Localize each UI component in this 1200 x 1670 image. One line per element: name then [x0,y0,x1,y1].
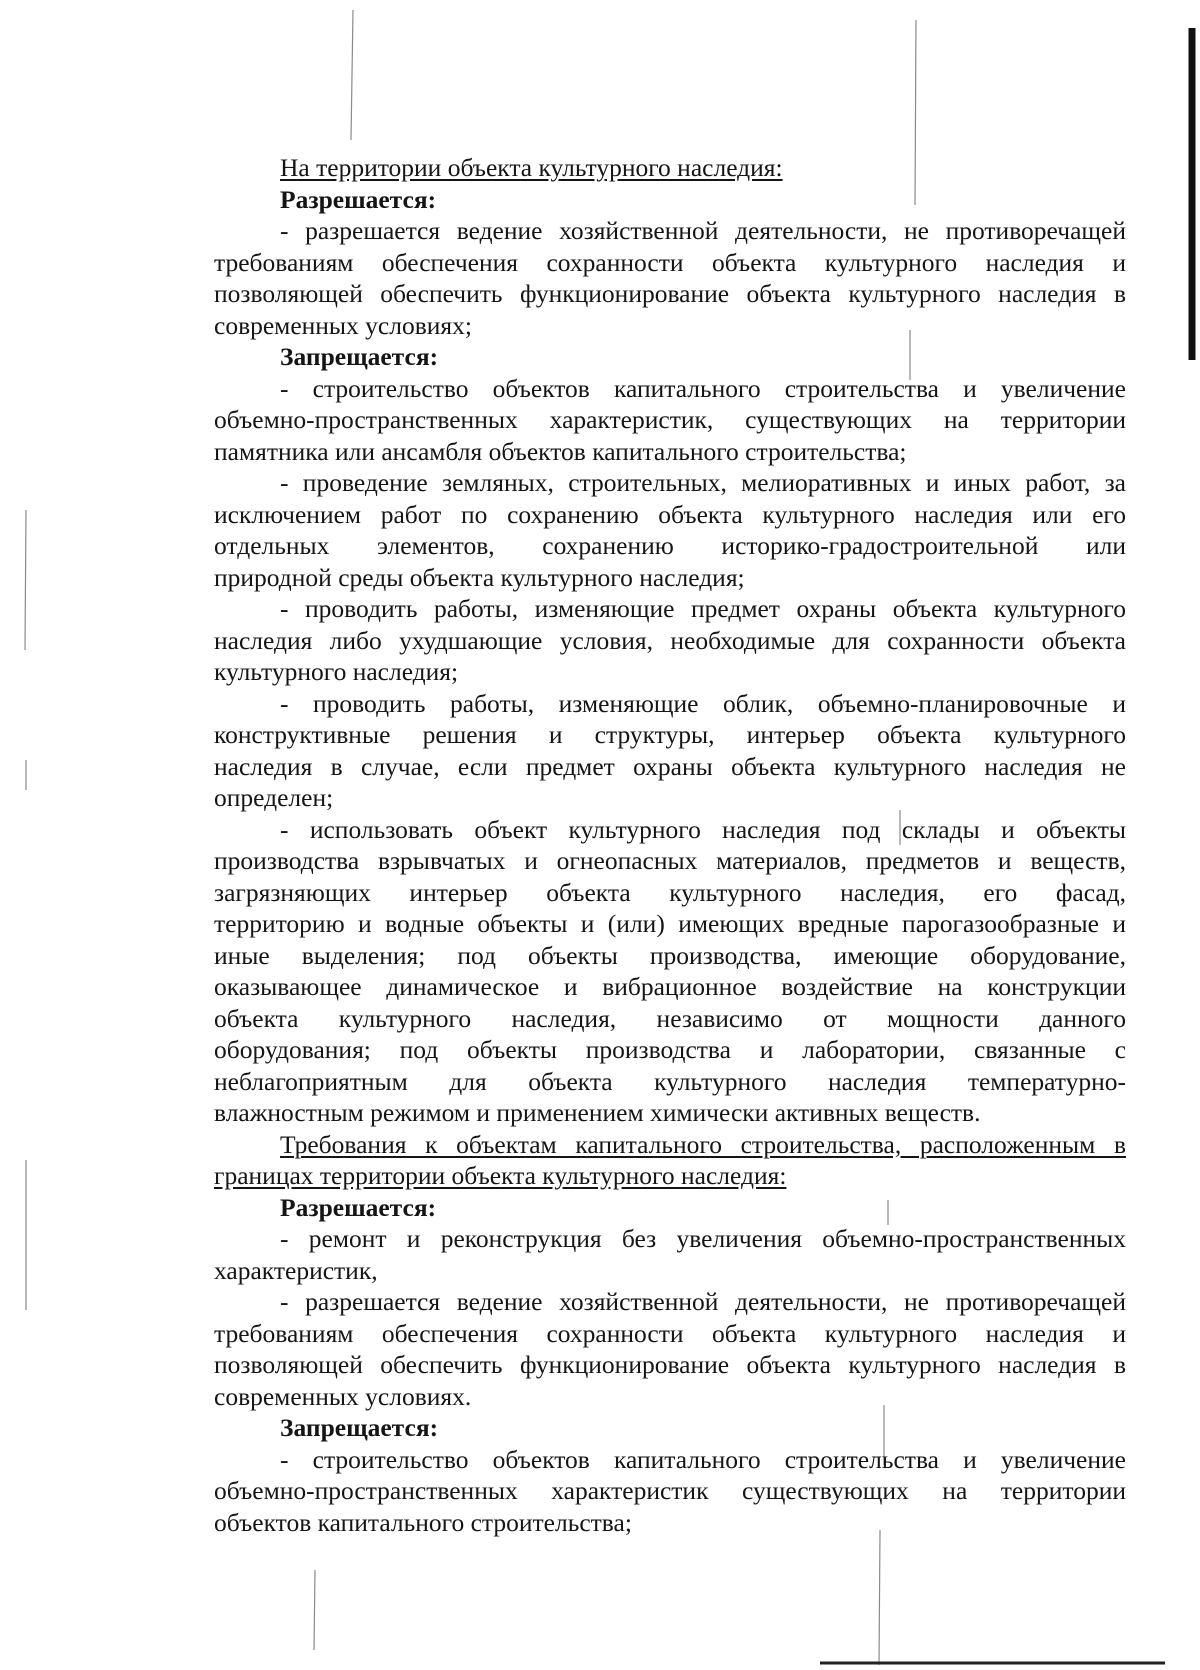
text-line: объекта культурного наследия, независимо от мощности данного [214,1003,1126,1033]
list-item-start: - использовать объект культурного наследия под склады и объекты [280,814,1126,844]
list-item-start: - проводить работы, изменяющие облик, объемно-планировочные и [280,688,1126,718]
text-line: отдельных элементов, сохранению историко-градостроительной или [214,531,1126,560]
section-heading-line: На территории объекта культурного наследия: [280,153,783,182]
text-line: требованиям обеспечения сохранности объекта культурного наследия и [214,247,1126,277]
subheading: Запрещается: [280,1413,439,1442]
text-line: оказывающее динамическое и вибрационное воздействие на конструкции [214,972,1126,1001]
text-line: объектов капитального строительства; [214,1507,632,1537]
subheading: Разрешается: [280,1192,437,1222]
list-item-start: - разрешается ведение хозяйственной деятельности, не противоречащей [280,216,1126,245]
text-line: природной среды объекта культурного наследия; [214,562,745,592]
list-item-start: - проводить работы, изменяющие предмет охраны объекта культурного [280,594,1126,623]
document-body [214,152,1126,1538]
text-line: наследия либо ухудшающие условия, необходимые для сохранности объекта [214,625,1126,655]
text-line: производства взрывчатых и огнеопасных материалов, предметов и веществ, [214,846,1126,875]
text-line: культурного наследия; [214,657,459,686]
list-item-start: - строительство объектов капитального строительства и увеличение [280,373,1126,403]
text-line: иные выделения; под объекты производства, имеющие оборудование, [214,940,1126,970]
text-line: исключением работ по сохранению объекта культурного наследия или его [214,499,1126,529]
text-line: наследия в случае, если предмет охраны объекта культурного наследия не [214,751,1126,781]
text-line: оборудования; под объекты производства и лаборатории, связанные с [214,1035,1126,1064]
text-line: позволяющей обеспечить функционирование объекта культурного наследия в [214,279,1126,308]
text-line: объемно-пространственных характеристик, существующих на территории [214,405,1126,434]
text-line: требованиям обеспечения сохранности объекта культурного наследия и [214,1318,1126,1348]
text-line: влажностным режимом и применением химически активных веществ. [214,1098,981,1127]
list-item-start: - проведение земляных, строительных, мелиоративных и иных работ, за [280,468,1126,497]
text-line: определен; [214,783,334,812]
list-item-start: - ремонт и реконструкция без увеличения объемно-пространственных [280,1224,1126,1253]
text-line: современных условиях; [214,310,472,340]
section-heading-line: границах территории объекта культурного наследия: [214,1161,787,1190]
text-line: загрязняющих интерьер объекта культурного наследия, его фасад, [214,877,1126,907]
text-line: территорию и водные объекты и (или) имеющих вредные парогазообразные и [214,909,1126,938]
text-line: неблагоприятным для объекта культурного наследия температурно- [214,1066,1126,1096]
section-heading-line: Требования к объектам капитального строительства, расположенным в [280,1129,1126,1159]
subheading: Запрещается: [280,342,439,371]
text-line: объемно-пространственных характеристик существующих на территории [214,1476,1126,1505]
text-line: памятника или ансамбля объектов капитального строительства; [214,436,907,466]
list-item-start: - строительство объектов капитального строительства и увеличение [280,1444,1126,1474]
text-line: конструктивные решения и структуры, интерьер объекта культурного [214,720,1126,749]
text-line: характеристик, [214,1255,378,1285]
list-item-start: - разрешается ведение хозяйственной деятельности, не противоречащей [280,1287,1126,1316]
text-line: современных условиях. [214,1381,472,1411]
subheading: Разрешается: [280,184,437,214]
text-line: позволяющей обеспечить функционирование объекта культурного наследия в [214,1350,1126,1379]
